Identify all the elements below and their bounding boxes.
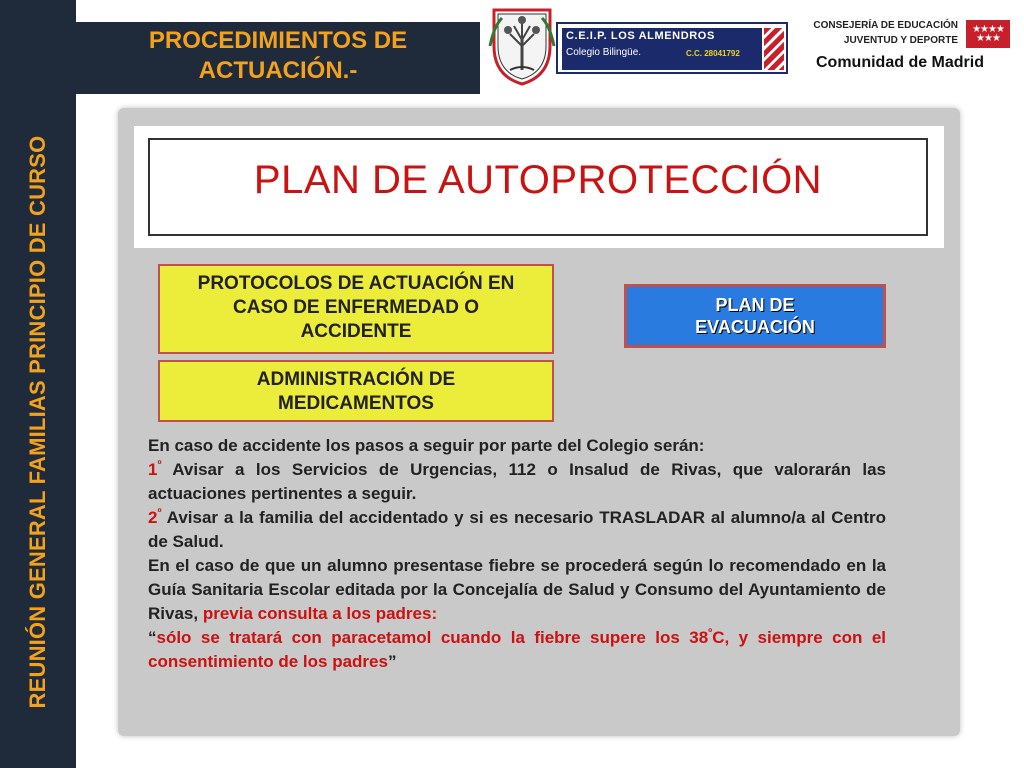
protocols-label: [158, 272, 554, 344]
quote-close: ”: [387, 652, 397, 671]
step-1-number: 1: [148, 460, 158, 479]
side-caption: REUNIÓN GENERAL FAMILIAS PRINCIPIO DE CURSO: [25, 135, 50, 709]
evacuation-line-2: EVACUACIÓN: [695, 317, 815, 337]
degree-sign: º: [708, 627, 713, 639]
quote-text-b: C, y siempre con el consentimiento de los padres: [148, 628, 886, 671]
step-1-paragraph: [148, 458, 886, 506]
medication-label: [158, 368, 554, 416]
plan-title: PLAN DE AUTOPROTECCIÓN: [253, 158, 823, 202]
medication-line-1: ADMINISTRACIÓN DE: [256, 369, 456, 390]
quote-open: “: [148, 628, 157, 647]
stripe-decoration: [764, 28, 784, 70]
title-line-1: PROCEDIMIENTOS DE: [148, 27, 408, 54]
step-2-text: Avisar a la familia del accidentado y si es necesario TRASLADAR al alumno/a al Centro de Salud.: [148, 508, 886, 551]
quote-paragraph: [148, 626, 886, 674]
protocols-line-1: PROTOCOLOS DE ACTUACIÓN EN: [197, 273, 515, 294]
protocols-line-3: ACCIDENTE: [300, 321, 412, 342]
fever-consult-text: previa consulta a los padres:: [202, 604, 438, 623]
consejeria-line-1: CONSEJERÍA DE EDUCACIÓN: [813, 20, 958, 31]
comunidad-madrid-label: Comunidad de Madrid: [816, 54, 984, 71]
step-2-number: 2: [148, 508, 158, 527]
fever-paragraph: [148, 554, 886, 626]
school-crest-icon: [488, 6, 556, 86]
protocols-line-2: CASO DE ENFERMEDAD O: [233, 297, 479, 318]
page-title: [76, 26, 480, 86]
intro-paragraph: En caso de accidente los pasos a seguir por parte del Colegio serán:: [148, 436, 705, 455]
fever-text: En el caso de que un alumno presentase fiebre se procederá según lo recomendado en la Guía Sanitaria Escolar editada por la Concejalía de Salud y Consumo del Ayuntamiento de Rivas,: [148, 556, 886, 623]
consejeria-line-2: JUVENTUD Y DEPORTE: [843, 35, 958, 46]
school-subtitle: Colegio Bilingüe.: [566, 47, 642, 58]
school-code: C.C. 28041792: [686, 49, 740, 58]
evacuation-label: [624, 294, 886, 338]
title-line-2: ACTUACIÓN.-: [198, 57, 358, 84]
evacuation-line-1: PLAN DE: [715, 295, 795, 315]
madrid-stars-flag-icon: ★★★★ ★★★: [966, 20, 1010, 48]
procedure-text: [148, 434, 886, 674]
step-1-text: Avisar a los Servicios de Urgencias, 112 o Insalud de Rivas, que valorarán las actuaciones pertinentes a seguir.: [148, 460, 886, 503]
medication-line-2: MEDICAMENTOS: [278, 393, 434, 414]
step-1-ordinal: º: [157, 459, 162, 471]
quote-text-a: sólo se tratará con paracetamol cuando la fiebre supere los 38: [156, 628, 709, 647]
step-2-ordinal: º: [157, 507, 162, 519]
school-name: C.E.I.P. LOS ALMENDROS: [566, 30, 715, 42]
step-2-paragraph: [148, 506, 886, 554]
